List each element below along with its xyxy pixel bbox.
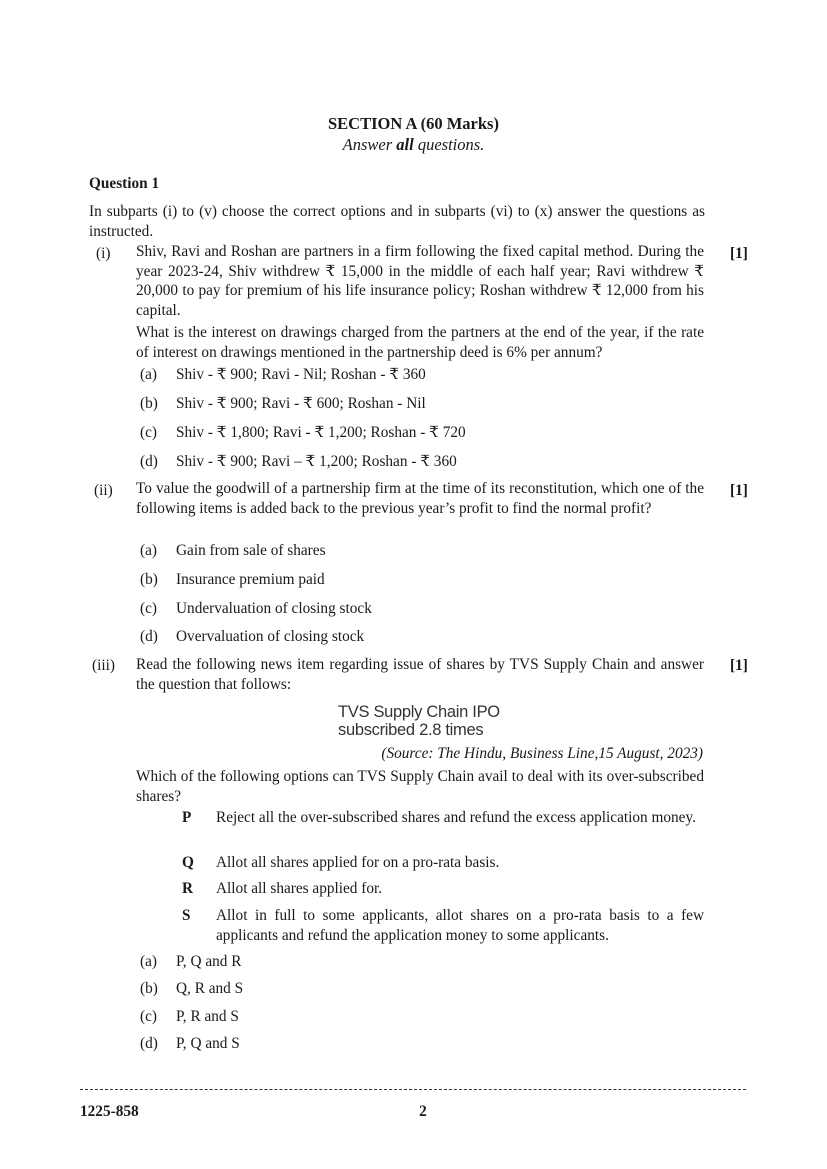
- news-source: (Source: The Hindu, Business Line,15 August, 2023): [381, 745, 703, 762]
- option-text: Shiv - ₹ 1,800; Ravi - ₹ 1,200; Roshan - ₹ 720: [176, 424, 466, 441]
- option-letter: (a): [140, 366, 157, 383]
- section-title: SECTION A (60 Marks): [328, 114, 499, 133]
- option-text: Gain from sale of shares: [176, 542, 326, 559]
- subpart-iii-question: Which of the following options can TVS Supply Chain avail to deal with its over-subscribed shares?: [136, 768, 704, 805]
- subpart-i-marks: [1]: [730, 245, 748, 262]
- option-text: Overvaluation of closing stock: [176, 628, 365, 645]
- statement-text: Allot in full to some applicants, allot shares on a pro-rata basis to a few applicants and refund the application money to some applicants.: [216, 907, 704, 944]
- option-text: P, Q and S: [176, 1035, 240, 1052]
- option-letter: (d): [140, 1035, 158, 1052]
- option-letter: (a): [140, 953, 157, 970]
- subpart-i-text: Shiv, Ravi and Roshan are partners in a firm following the fixed capital method. During the year 2023-24, Shiv withdrew ₹ 15,000 in the middle of each half year; Ravi withdrew ₹ 20,000 to pay for premium of his life insurance policy; Roshan withdrew ₹ 12,000 from his capital.: [136, 243, 704, 319]
- option-letter: (b): [140, 980, 158, 997]
- option-letter: (c): [140, 424, 157, 441]
- option-letter: (a): [140, 542, 157, 559]
- statement-letter: S: [182, 907, 191, 924]
- subpart-ii-text: To value the goodwill of a partnership firm at the time of its reconstitution, which one of the following items is added back to the previous year’s profit to find the normal profit?: [136, 480, 704, 517]
- news-headline-line2: subscribed 2.8 times: [338, 721, 484, 739]
- statement-letter: P: [182, 809, 192, 826]
- question-instructions: In subparts (i) to (v) choose the correct options and in subparts (vi) to (x) answer the questions as instructed.: [89, 203, 705, 240]
- option-letter: (c): [140, 600, 157, 617]
- paper-code: 1225-858: [80, 1103, 139, 1120]
- option-text: P, R and S: [176, 1008, 239, 1025]
- subpart-iii-text: Read the following news item regarding issue of shares by TVS Supply Chain and answer the question that follows:: [136, 656, 704, 693]
- statement-text: Reject all the over-subscribed shares and refund the excess application money.: [216, 809, 696, 826]
- statement-text: Allot all shares applied for.: [216, 880, 383, 897]
- footer-divider: [80, 1089, 746, 1090]
- statement-text: Allot all shares applied for on a pro-rata basis.: [216, 854, 500, 871]
- subpart-iii-marks: [1]: [730, 657, 748, 674]
- subtitle-post: questions.: [413, 135, 485, 154]
- subtitle-bold: all: [396, 135, 414, 154]
- subpart-i-question: What is the interest on drawings charged from the partners at the end of the year, if the rate of interest on drawings mentioned in the partnership deed is 6% per annum?: [136, 324, 704, 361]
- option-text: Q, R and S: [176, 980, 244, 997]
- subpart-i-number: (i): [96, 245, 111, 262]
- option-text: Shiv - ₹ 900; Ravi - ₹ 600; Roshan - Nil: [176, 395, 426, 412]
- option-text: P, Q and R: [176, 953, 242, 970]
- option-letter: (d): [140, 453, 158, 470]
- section-subtitle: [0, 135, 827, 155]
- option-text: Insurance premium paid: [176, 571, 325, 588]
- page-number: 2: [419, 1103, 427, 1120]
- option-letter: (b): [140, 571, 158, 588]
- subtitle-pre: Answer: [342, 135, 397, 154]
- subpart-ii-marks: [1]: [730, 482, 748, 499]
- option-text: Undervaluation of closing stock: [176, 600, 372, 617]
- subpart-iii-number: (iii): [92, 657, 115, 674]
- option-letter: (c): [140, 1008, 157, 1025]
- question-heading: Question 1: [89, 175, 160, 192]
- option-letter: (d): [140, 628, 158, 645]
- option-text: Shiv - ₹ 900; Ravi - Nil; Roshan - ₹ 360: [176, 366, 426, 383]
- option-letter: (b): [140, 395, 158, 412]
- statement-letter: Q: [182, 854, 194, 871]
- subpart-ii-number: (ii): [94, 482, 113, 499]
- option-text: Shiv - ₹ 900; Ravi – ₹ 1,200; Roshan - ₹ 360: [176, 453, 457, 470]
- news-headline-line1: TVS Supply Chain IPO: [338, 703, 500, 721]
- statement-letter: R: [182, 880, 194, 897]
